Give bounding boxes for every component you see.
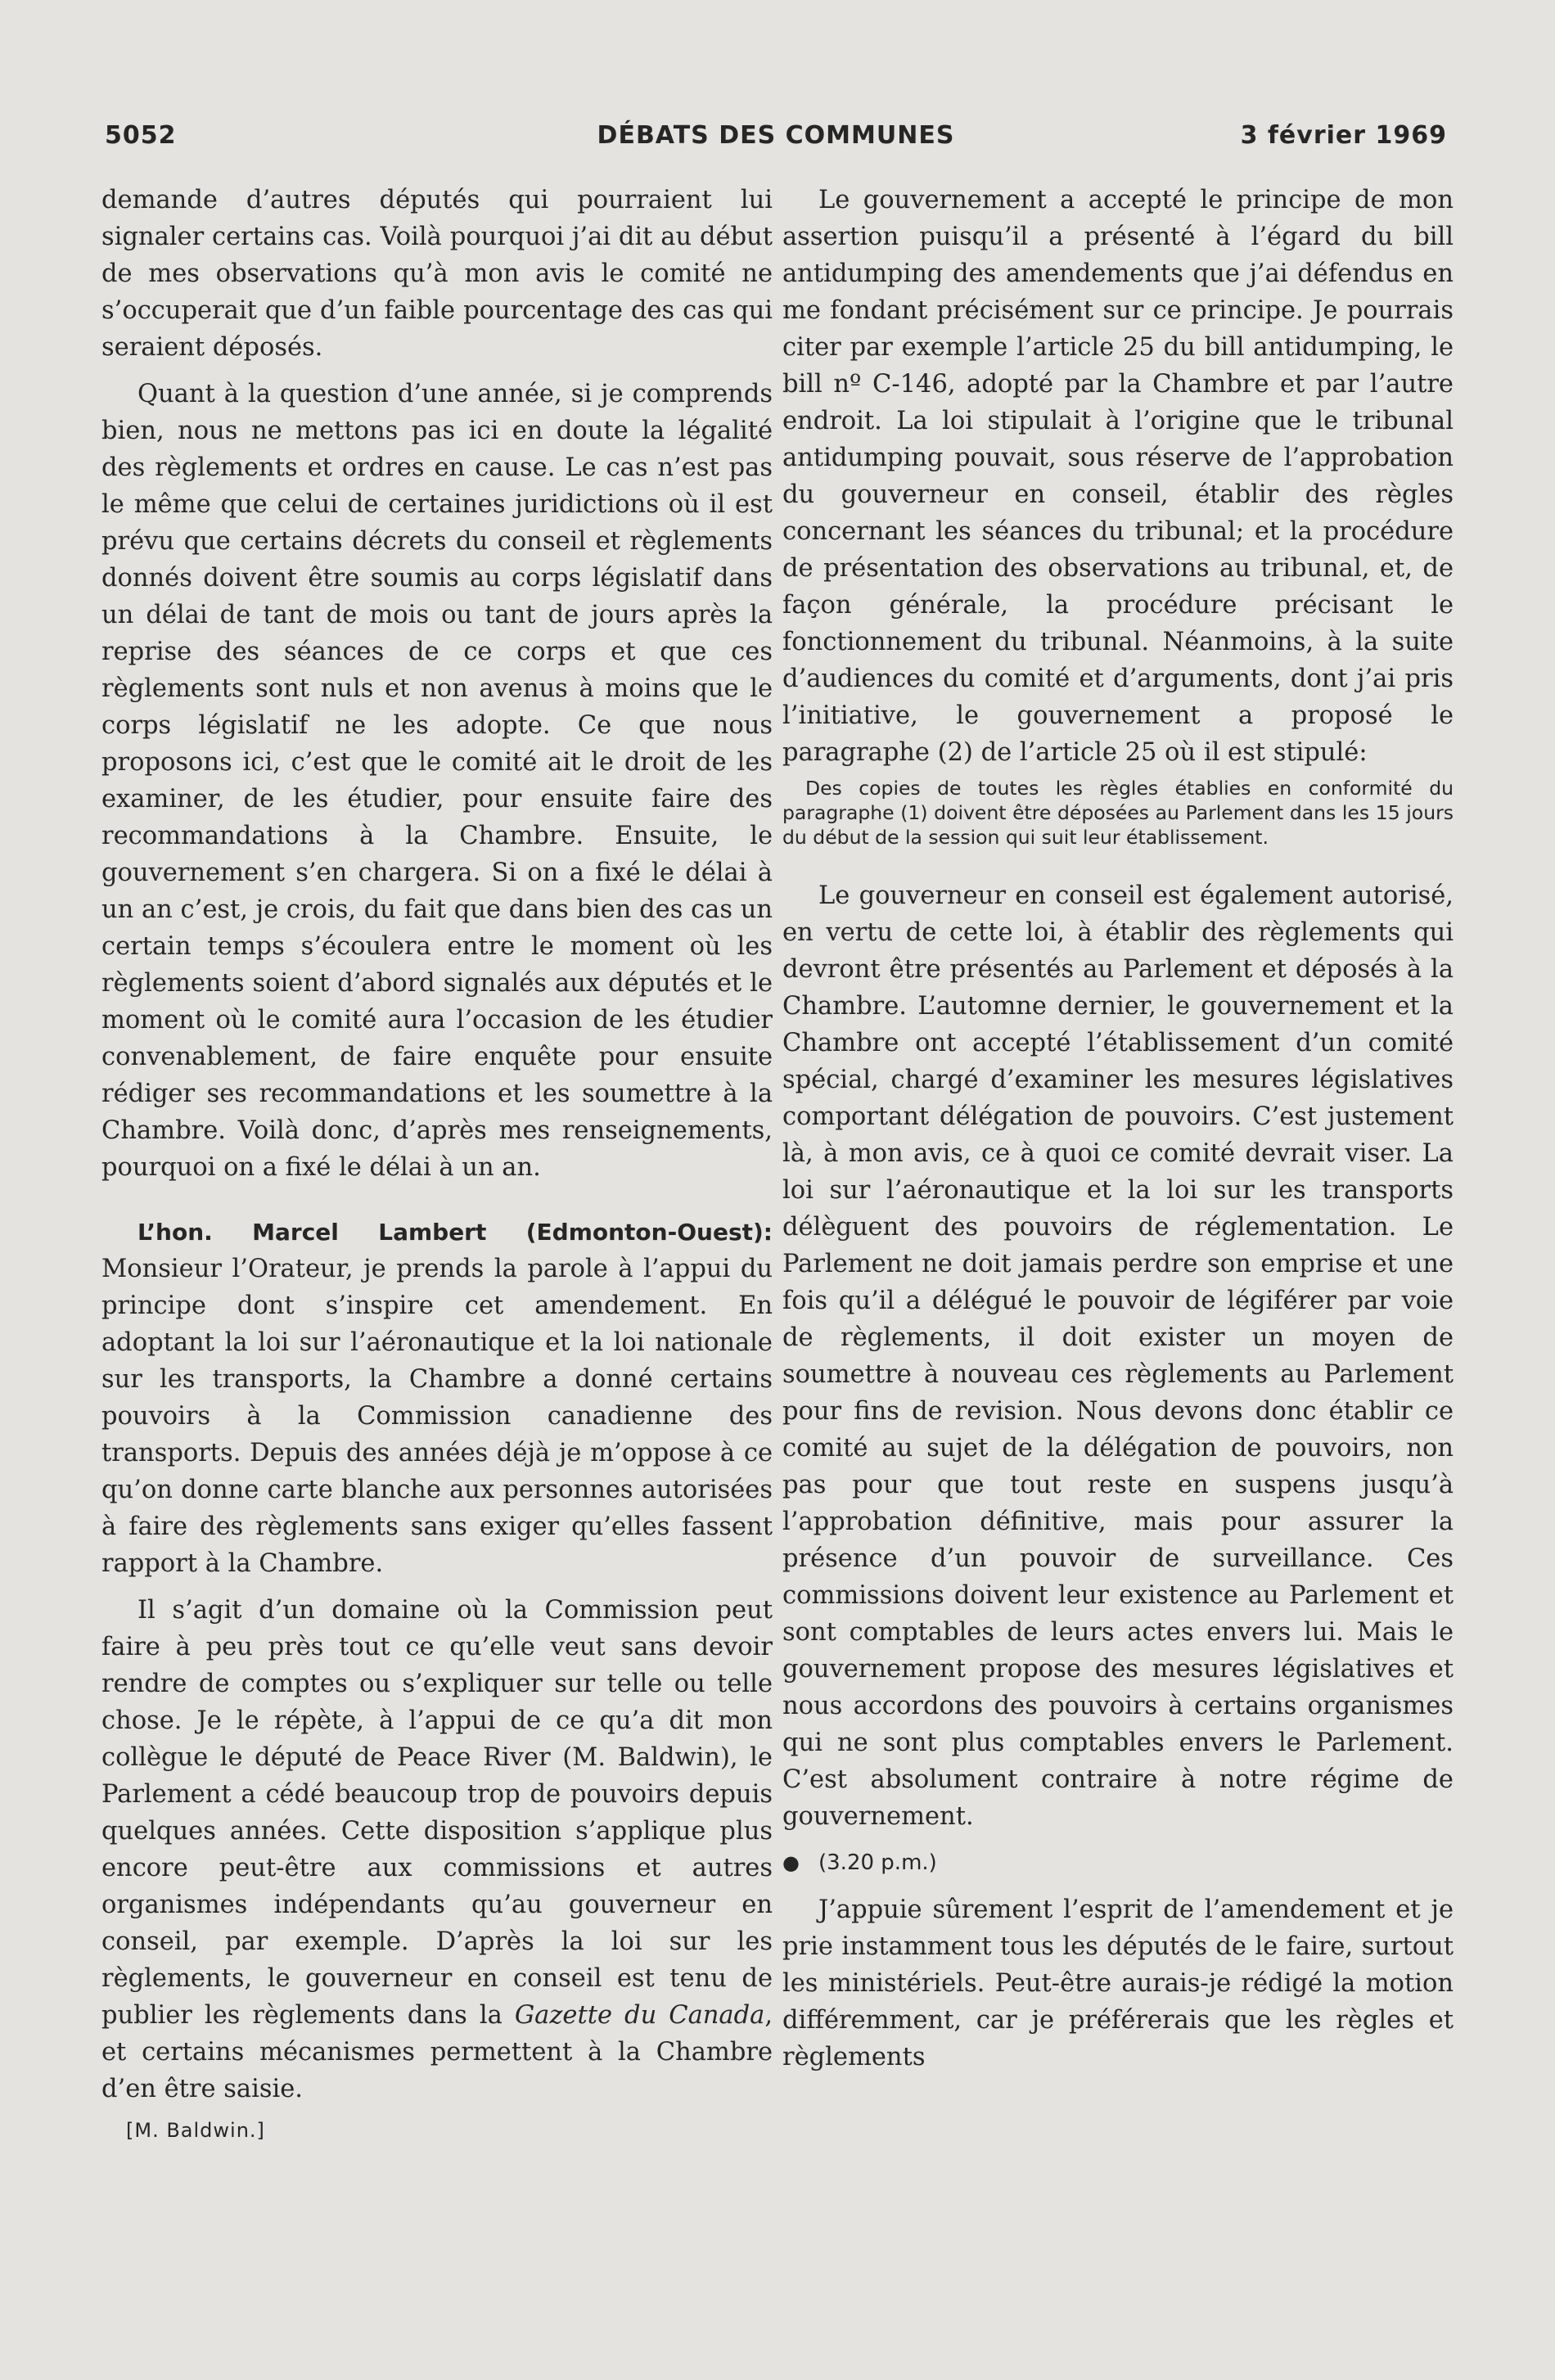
- page-number: 5052: [105, 121, 177, 150]
- right-paragraph-3: J’appuie sûrement l’esprit de l’amendement et je prie instamment tous les députés de le faire, surtout les ministériels. Peut-être aurais-je rédigé la motion différemment, car je préférerais que les règles et règlements: [782, 1895, 1454, 2071]
- right-paragraph-1: Le gouvernement a accepté le principe de mon assertion puisqu’il a présenté à l’égard du bill antidumping des amendements que j’ai défendus en me fondant précisément sur ce principe. Je pourrais citer par exemple l’article 25 du bill antidumping, le bill nº C-146, adopté par la Chambre et par l’autre endroit. La loi stipulait à l’origine que le tribunal antidumping pouvait, sous réserve de l’approbation du gouverneur en conseil, établir des règles concernant les séances du tribunal; et la procédure de présentation des observations au tribunal, et, de façon générale, la procédure précisant le fonctionnement du tribunal. Néanmoins, à la suite d’audiences du comité et d’arguments, dont j’ai pris l’initiative, le gouvernement a proposé le paragraphe (2) de l’article 25 où il est stipulé:: [782, 186, 1454, 767]
- bullet-icon: ●: [782, 1851, 800, 1874]
- quoted-provision: [782, 776, 1454, 850]
- time-stamp-text: (3.20 p.m.): [818, 1850, 937, 1875]
- left-paragraph-1: demande d’autres députés qui pourraient lui signaler certains cas. Voilà pourquoi j’ai dit au début de mes observations qu’à mon avis le comité ne s’occuperait que d’un faible pourcentage des cas qui seraient déposés.: [101, 186, 773, 362]
- left-paragraph-4-text-b: , et certains mécanismes permettent à la Chambre d’en être saisie.: [101, 2001, 773, 2103]
- speaker-name: L’hon. Marcel Lambert (Edmonton-Ouest):: [137, 1219, 773, 1246]
- gazette-title: Gazette du Canada: [514, 2001, 765, 2030]
- quoted-provision-text: Des copies de toutes les règles établies en conformité du paragraphe (1) doivent être déposées au Parlement dans les 15 jours du début de la session qui suit leur établissement.: [782, 777, 1454, 849]
- left-paragraph-3-text: Monsieur l’Orateur, je prends la parole à l’appui du principe dont s’inspire cet amendement. En adoptant la loi sur l’aéronautique et la loi nationale sur les transports, la Chambre a donné certains pouvoirs à la Commission canadienne des transports. Depuis des années déjà je m’oppose à ce qu’on donne carte blanche aux personnes autorisées à faire des règlements sans exiger qu’elles fassent rapport à la Chambre.: [101, 1255, 773, 1578]
- left-paragraph-3: [101, 1214, 773, 1582]
- page-date: 3 février 1969: [1240, 121, 1447, 150]
- right-column: [782, 182, 1454, 2076]
- publication-title: DÉBATS DES COMMUNES: [597, 121, 955, 150]
- right-paragraph-2: Le gouverneur en conseil est également autorisé, en vertu de cette loi, à établir des règlements qui devront être présentés au Parlement et déposés à la Chambre. L’automne dernier, le gouvernement et la Chambre ont accepté l’établissement d’un comité spécial, chargé d’examiner les mesures législatives comportant délégation de pouvoirs. C’est justement là, à mon avis, ce à quoi ce comité devrait viser. La loi sur l’aéronautique et la loi sur les transports délèguent des pouvoirs de réglementation. Le Parlement ne doit jamais perdre son emprise et une fois qu’il a délégué le pouvoir de légiférer par voie de règlements, il doit exister un moyen de soumettre à nouveau ces règlements au Parlement pour fins de revision. Nous devons donc établir ce comité au sujet de la délégation de pouvoirs, non pas pour que tout reste en suspens jusqu’à l’approbation définitive, mais pour assurer la présence d’un pouvoir de surveillance. Ces commissions doivent leur existence au Parlement et sont comptables de leurs actes envers lui. Mais le gouvernement propose des mesures législatives et nous accordons des pouvoirs à certains organismes qui ne sont plus comptables envers le Parlement. C’est absolument contraire à notre régime de gouvernement.: [782, 881, 1454, 1831]
- left-paragraph-2: Quant à la question d’une année, si je comprends bien, nous ne mettons pas ici en doute la légalité des règlements et ordres en cause. Le cas n’est pas le même que celui de certaines juridictions où il est prévu que certains décrets du conseil et règlements donnés doivent être soumis au corps législatif dans un délai de tant de mois ou tant de jours après la reprise des séances de ce corps et que ces règlements sont nuls et non avenus à moins que le corps législatif ne les adopte. Ce que nous proposons ici, c’est que le comité ait le droit de les examiner, de les étudier, pour ensuite faire des recommandations à la Chambre. Ensuite, le gouvernement s’en chargera. Si on a fixé le délai à un an c’est, je crois, du fait que dans bien des cas un certain temps s’écoulera entre le moment où les règlements soient d’abord signalés aux députés et le moment où le comité aura l’occasion de les étudier convenablement, de faire enquête pour ensuite rédiger ses recommandations et les soumettre à la Chambre. Voilà donc, d’après mes renseignements, pourquoi on a fixé le délai à un an.: [101, 380, 773, 1182]
- page-header: [105, 121, 1447, 157]
- page-footnote: [M. Baldwin.]: [126, 2119, 265, 2142]
- left-column: [101, 182, 773, 2142]
- time-stamp: [782, 1845, 1454, 1882]
- left-paragraph-4-text-a: Il s’agit d’un domaine où la Commission peut faire à peu près tout ce qu’elle veut sans devoir rendre de comptes ou s’expliquer sur telle ou telle chose. Je le répète, à l’appui de ce qu’a dit mon collègue le député de Peace River (M. Baldwin), le Parlement a cédé beaucoup trop de pouvoirs depuis quelques années. Cette disposition s’applique plus encore peut-être aux commissions et autres organismes indépendants qu’au gouverneur en conseil, par exemple. D’après la loi sur les règlements, le gouverneur en conseil est tenu de publier les règlements dans la: [101, 1596, 773, 2030]
- left-paragraph-4: [101, 1592, 773, 2107]
